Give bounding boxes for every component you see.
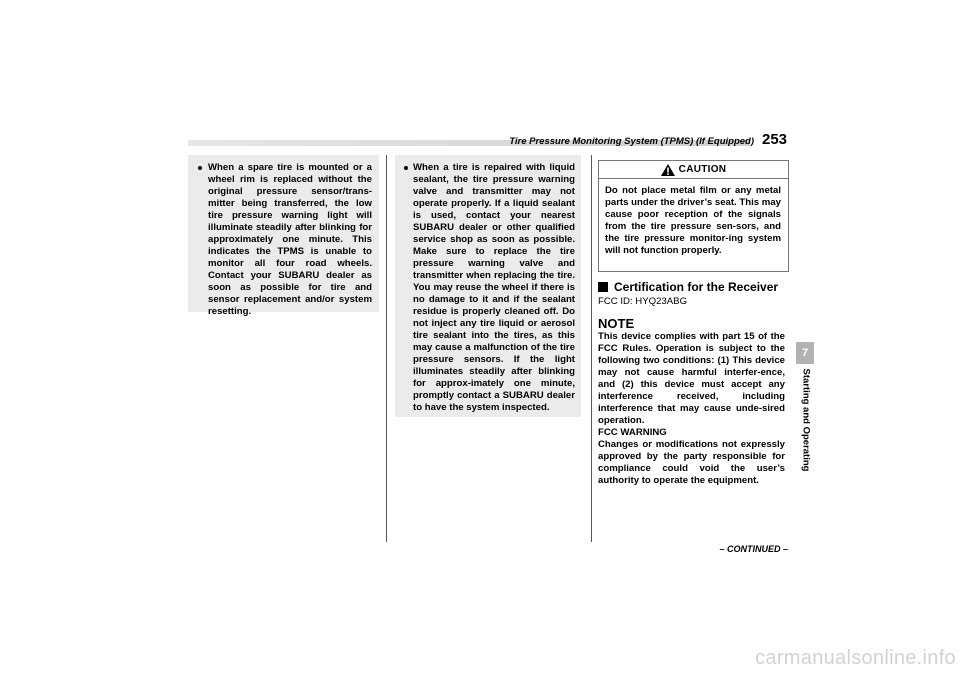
chapter-tab: 7 <box>796 342 814 364</box>
left-bullet-text: When a spare tire is mounted or a wheel rim is replaced without the original pressure sensor/trans-mitter being transferred, the low tire pressure warning light will illuminate steadily after blinking for approximately one minute. This indicates the TPMS is unable to monitor all four road wheels. Contact your SUBARU dealer as soon as possible for tire and sensor replacement and/or system resetting. <box>208 162 372 317</box>
column-divider <box>386 155 387 542</box>
continued-label: – CONTINUED – <box>719 544 788 554</box>
caution-label: CAUTION <box>678 164 727 175</box>
caution-text: Do not place metal film or any metal parts under the driver’s seat. This may cause poor reception of the signals from the tire pressure sen-sors, and the tire pressure monitor-ing system will not function properly. <box>605 185 781 256</box>
bullet-dot-icon <box>198 166 202 170</box>
fcc-warning-heading: FCC WARNING <box>598 427 667 438</box>
caution-box <box>598 160 789 272</box>
note-heading: NOTE <box>598 316 635 331</box>
page-number: 253 <box>762 131 788 148</box>
fcc-id: FCC ID: HYQ23ABG <box>598 296 688 307</box>
note-text <box>598 331 785 487</box>
section-title <box>598 280 778 294</box>
chapter-label: Starting and Operating <box>800 368 812 472</box>
caution-header <box>599 161 788 179</box>
note-paragraph: This device complies with part 15 of the FCC Rules. Operation is subject to the following two conditions: (1) This device may not cause harmful interfer-ence, and (2) this device must accept any interference received, including interference that may cause unde-sired operation. <box>598 331 785 426</box>
section-title-text: Certification for the Receiver <box>614 280 779 294</box>
black-square-icon <box>598 282 608 292</box>
watermark: carmanualsonline.info <box>755 647 956 669</box>
column-divider <box>591 155 592 542</box>
middle-bullet-text: When a tire is repaired with liquid sealant, the tire pressure warning valve and transmitter may not operate properly. If a liquid sealant is used, contact your nearest SUBARU dealer or other qualified service shop as soon as possible. Make sure to replace the tire pressure warning valve and transmitter when replacing the tire. You may reuse the wheel if there is no damage to it and if the sealant residue is properly cleaned off. Do not inject any tire liquid or aerosol tire sealant into the tires, as this may cause a malfunction of the tire pressure sensors. If the light illuminates steadily after blinking for approx-imately one minute, promptly contact a SUBARU dealer to have the system inspected. <box>413 162 575 413</box>
page-header-title: Tire Pressure Monitoring System (TPMS) (If Equipped) <box>509 136 754 147</box>
note-paragraph: Changes or modifications not expressly approved by the party responsible for compliance could void the user’s authority to operate the equipment. <box>598 439 785 486</box>
warning-triangle-icon <box>661 164 675 176</box>
bullet-dot-icon <box>404 166 408 170</box>
